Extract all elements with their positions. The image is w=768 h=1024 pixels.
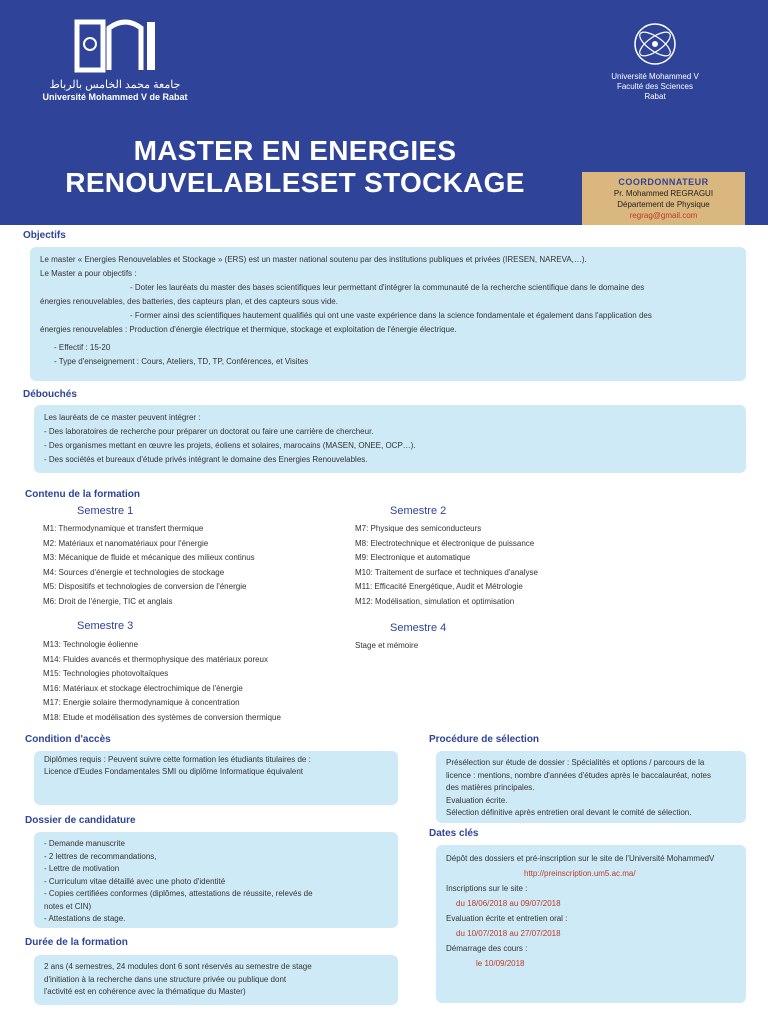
objectifs-p4a: - Former ainsi des scientifiques hautement qualifiés qui ont une vaste expérience dans la science fondamentale et également dans l'application des	[130, 311, 652, 320]
page-title	[20, 135, 570, 199]
module-item: Stage et mémoire	[355, 641, 419, 650]
procedure-line: Présélection sur étude de dossier : Spécialités et options / parcours de la	[446, 758, 705, 767]
evaluation-label: Evaluation écrite et entretien oral :	[446, 914, 568, 923]
title-line-1: MASTER EN ENERGIES	[133, 135, 457, 166]
coordinator-heading: COORDONNATEUR	[618, 177, 709, 187]
module-item: M4: Sources d'énergie et technologies de stockage	[43, 567, 225, 577]
dossier-line: - Curriculum vitae détaillé avec une photo d'identité	[44, 876, 226, 886]
dossier-line: - Copies certifiées conformes (diplômes, attestations de réussite, relevés de	[44, 889, 313, 898]
module-item: M2: Matériaux et nanomatériaux pour l'énergie	[43, 538, 209, 548]
duree-box	[34, 955, 398, 1005]
debouches-line: - Des organismes mettant en œuvre les projets, éoliens et solaires, marocains (MASEN, ONEE, OCP…).	[44, 441, 416, 450]
module-item: M7: Physique des semiconducteurs	[355, 524, 482, 533]
semestre-3-title: Semestre 3	[77, 620, 134, 632]
dossier-line: - Attestations de stage.	[44, 914, 126, 923]
logo-french-text: Université Mohammed V de Rabat	[42, 92, 188, 102]
condition-line: Licence d'Eudes Fondamentales SMI ou diplôme Informatique équivalent	[44, 767, 304, 776]
objectifs-p2: Le Master a pour objectifs :	[40, 269, 137, 278]
demarrage-date: le 10/09/2018	[476, 959, 525, 968]
dossier-line: - 2 lettres de recommandations,	[44, 851, 157, 861]
module-item: M18: Etude et modélisation des systèmes de conversion thermique	[43, 712, 281, 722]
dossier-line: - Demande manuscrite	[44, 839, 125, 848]
evaluation-dates: du 10/07/2018 au 27/07/2018	[456, 929, 561, 938]
module-item: M9: Electronique et automatique	[355, 553, 471, 562]
objectifs-effectif: - Effectif : 15-20	[54, 343, 111, 352]
objectifs-p3a: - Doter les lauréats du master des bases scientifiques leur permettant d'intégrer la communauté de la recherche scientifique dans le domaine des	[130, 283, 645, 292]
contenu-title: Contenu de la formation	[25, 489, 140, 500]
debouches-line: - Des laboratoires de recherche pour préparer un doctorat ou faire une carrière de chercheur.	[44, 427, 374, 436]
condition-title: Condition d'accès	[25, 734, 111, 745]
semestre-4-title: Semestre 4	[390, 622, 447, 634]
semestre-1-modules	[43, 522, 255, 609]
debouches-title: Débouchés	[23, 389, 77, 400]
condition-box	[34, 751, 398, 805]
module-item: M17: Energie solaire thermodynamique à concentration	[43, 698, 240, 707]
procedure-title: Procédure de sélection	[429, 734, 540, 745]
module-item: M13: Technologie éolienne	[43, 640, 139, 649]
objectifs-p3b: énergies renouvelables, des batteries, des capteurs plan, et des capteurs sous vide.	[40, 297, 338, 306]
objectifs-box	[30, 247, 746, 381]
procedure-line: licence : mentions, nombre d'années d'études après le baccalauréat, notes	[446, 770, 711, 780]
coordinator-box	[582, 172, 745, 225]
faculty-line-3: Rabat	[644, 92, 666, 101]
atom-emblem-icon	[631, 20, 679, 68]
module-item: M6: Droit de l'énergie, TIC et anglais	[43, 596, 173, 606]
duree-title: Durée de la formation	[25, 937, 128, 948]
module-item: M8: Electrotechnique et électronique de puissance	[355, 538, 535, 548]
university-logo	[40, 18, 190, 108]
faculty-line-1: Université Mohammed V	[611, 72, 699, 81]
inscriptions-label: Inscriptions sur le site :	[446, 884, 528, 893]
dossier-box	[34, 832, 398, 928]
debouches-line: - Des sociétés et bureaux d'étude privés intégrant le domaine des Energies Renouvelables.	[44, 455, 368, 464]
dossier-title: Dossier de candidature	[25, 815, 136, 826]
module-item: M16: Matériaux et stockage électrochimique de l'énergie	[43, 683, 243, 693]
title-line-2: RENOUVELABLESET STOCKAGE	[65, 167, 525, 198]
module-item: M12: Modélisation, simulation et optimisation	[355, 596, 515, 606]
dates-box	[436, 845, 746, 1003]
objectifs-p4b: énergies renouvelables : Production d'énergie électrique et thermique, stockage et exploitation de l'énergie électrique.	[40, 325, 457, 334]
dates-title: Dates clés	[429, 828, 479, 839]
faculty-logo	[590, 20, 720, 102]
procedure-line: Evaluation écrite.	[446, 795, 508, 805]
condition-line: Diplômes requis : Peuvent suivre cette formation les étudiants titulaires de :	[44, 755, 311, 764]
logo-arabic-text: جامعة محمد الخامس بالرباط	[49, 79, 181, 91]
semestre-4-modules	[355, 639, 418, 654]
procedure-line: des matières principales.	[446, 783, 535, 792]
objectifs-title: Objectifs	[23, 230, 66, 241]
procedure-box	[436, 751, 746, 823]
university-emblem-icon	[65, 18, 165, 76]
debouches-line: Les lauréats de ce master peuvent intégrer :	[44, 413, 201, 422]
module-item: M15: Technologies photovoltaïques	[43, 669, 169, 678]
module-item: M11: Efficacité Energétique, Audit et Métrologie	[355, 582, 523, 591]
inscriptions-dates: du 18/06/2018 au 09/07/2018	[456, 899, 561, 908]
duree-line: l'activité est en cohérence avec la thématique du Master)	[44, 987, 246, 996]
dossier-line: notes et CIN)	[44, 901, 92, 911]
debouches-box	[34, 405, 746, 473]
coordinator-email[interactable]: regrag@gmail.com	[629, 211, 698, 220]
semestre-2-title: Semestre 2	[390, 505, 447, 517]
duree-line: 2 ans (4 semestres, 24 modules dont 6 sont réservés au semestre de stage	[44, 962, 312, 971]
coordinator-department: Département de Physique	[617, 200, 710, 209]
duree-line: d'initiation à la recherche dans une structure privée ou publique dont	[44, 974, 287, 984]
semestre-3-modules	[43, 638, 281, 725]
objectifs-type: - Type d'enseignement : Cours, Ateliers, TD, TP, Conférences, et Visites	[54, 357, 309, 366]
semestre-2-modules	[355, 522, 538, 609]
dates-depot: Dépôt des dossiers et pré-inscription sur le site de l'Université MohammedV	[446, 854, 715, 863]
module-item: M1: Thermodynamique et transfert thermique	[43, 524, 204, 533]
preinscription-link[interactable]: http://preinscription.um5.ac.ma/	[524, 869, 636, 878]
dossier-line: - Lettre de motivation	[44, 864, 120, 873]
demarrage-label: Démarrage des cours :	[446, 944, 528, 953]
procedure-line: Sélection définitive après entretien oral devant le comité de sélection.	[446, 808, 692, 817]
module-item: M5: Dispositifs et technologies de conversion de l'énergie	[43, 582, 247, 591]
objectifs-p1: Le master « Energies Renouvelables et Stockage » (ERS) est un master national soutenu par des institutions publiques et privées (IRESEN, NAREVA,…).	[40, 255, 587, 264]
faculty-line-2: Faculté des Sciences	[616, 82, 694, 91]
module-item: M3: Mécanique de fluide et mécanique des milieux continus	[43, 553, 255, 562]
semestre-1-title: Semestre 1	[77, 505, 134, 517]
module-item: M10: Traitement de surface et techniques d'analyse	[355, 567, 538, 577]
module-item: M14: Fluides avancés et thermophysique des matériaux poreux	[43, 654, 269, 664]
coordinator-name: Pr. Mohammed REGRAGUI	[613, 189, 714, 198]
